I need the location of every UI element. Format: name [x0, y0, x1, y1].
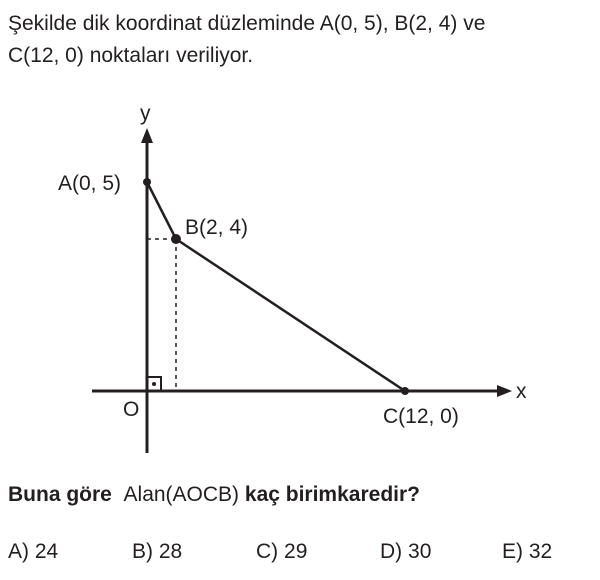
point-a-label: A(0, 5)	[58, 172, 122, 195]
x-axis-arrowhead	[497, 385, 512, 397]
segment-bc	[176, 239, 405, 391]
option-letter: B)	[132, 540, 153, 563]
coordinate-figure	[0, 98, 600, 468]
option-c[interactable]	[256, 540, 307, 564]
point-c	[401, 387, 409, 395]
option-b[interactable]	[132, 540, 182, 564]
x-axis-label: x	[516, 380, 527, 403]
question-suffix: kaç birimkaredir?	[244, 483, 420, 506]
point-a	[143, 178, 151, 186]
answer-options	[8, 540, 598, 570]
option-value: 30	[408, 540, 432, 563]
right-angle-dot	[152, 382, 156, 386]
problem-statement	[8, 8, 596, 72]
option-value: 29	[284, 540, 308, 563]
option-value: 32	[528, 540, 553, 563]
option-d[interactable]	[380, 540, 431, 564]
question	[8, 483, 420, 507]
y-axis-label: y	[140, 102, 151, 125]
segment-ab	[147, 182, 176, 239]
point-b-label: B(2, 4)	[185, 216, 249, 239]
option-letter: E)	[502, 540, 523, 563]
question-prefix: Buna göre	[8, 483, 112, 506]
problem-line-1: Şekilde dik koordinat düzleminde A(0, 5), B(2, 4) ve	[8, 12, 486, 35]
option-value: 24	[34, 540, 59, 563]
y-axis-arrowhead	[141, 128, 153, 143]
option-a[interactable]	[8, 540, 58, 564]
origin-label: O	[123, 398, 140, 421]
question-expression: Alan(AOCB)	[123, 483, 240, 506]
option-letter: A)	[8, 540, 29, 563]
option-letter: C)	[256, 540, 279, 563]
problem-line-2: C(12, 0) noktaları veriliyor.	[8, 44, 254, 67]
point-c-label: C(12, 0)	[383, 405, 459, 428]
option-e[interactable]	[502, 540, 552, 564]
option-letter: D)	[380, 540, 403, 563]
point-b	[171, 234, 181, 244]
option-value: 28	[158, 540, 183, 563]
